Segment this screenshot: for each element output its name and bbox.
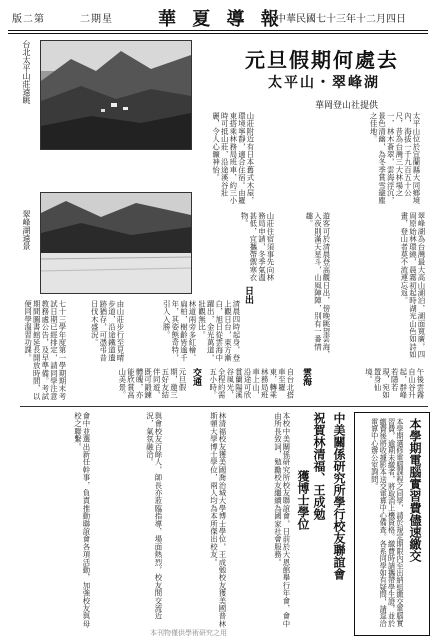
section-title-sunrise: 日出 [243,286,253,304]
article-column-5: 山莊住宿須事先向林務局申請，冬季氣溫甚低，宜攜帶禦寒衣物。 [240,212,275,282]
article-column-3: 翠峰湖為台灣最大高山湖泊，湖面寬廣，四周原始林環繞，晨霧初起時湖光山色如詩如畫，登山者莫不流連忘返。 [399,212,426,359]
center-subheadline-2: 獲博士學位 [296,470,310,530]
masthead-rule-bottom [8,33,428,34]
lake-landscape-image [41,193,191,293]
section-title-transport: 交通 [191,368,201,386]
masthead-rule-top [8,30,428,31]
photo-taipingshan [40,40,192,150]
article-column-6: 林道兩旁多紅檜、扁柏，樹齡皆逾千年，其姿態奇特，引人入勝。 [162,300,197,362]
masthead [8,4,428,30]
notice-body: 本學期選修電腦課程之同學，請於規定期限內至出納組繳交電腦實習費，逾期未繳者，將取消上機資格。繳費時請攜帶學生證，並於繳費後將收據影本送交電算中心備查。各系同學如有疑問，請逕洽電算中心辦公室詢問。 [370,418,405,627]
center-column-1: 本校中美關係研究所校友聯誼會，日前於大恩館舉行年會，會中由所長致詞，勉勵校友繼續為國家社會服務。 [273,412,291,628]
issue-label: 版二第 [12,14,45,25]
article-column-1: 太平山位於宜蘭縣大同鄉境內，海拔一千九百五十公尺，昔為台灣三大林場之一，林木蒼翠，雲海浮沉，景色清幽，為冬季賞雪避塵之佳地。 [369,112,421,205]
center-column-4: 會中並選出新任幹事，負責推動聯誼會各項活動，加強校友與母校之聯繫。 [73,412,91,628]
bottom-left-text: 七十三學年度第一學期期末考試日期已經排定，請同學注意教務處公告，及早準備。考試期間圖書館延長開放時間，以便同學溫習功課。 [23,300,67,401]
mountain-landscape-image [41,41,191,149]
section-text-transport: 自台北搭車至羅東，轉乘林務局班車上山，沿途可欣賞蘭陽溪谷風光，全程約需五小時。 [208,368,295,399]
article-byline: 華岡登山社提供 [315,101,379,111]
section-text-sunrise: 清晨四時起身，登上觀日台，東方漸白，旭日從雲海中躍出，金光萬道，壯觀無比。 [197,300,241,362]
article-subhead: 太平山・翠峰湖 [268,75,380,91]
article-column-7: 由山莊步行至見晴步道，沿途鐵道遺跡猶存，可憑弔昔日伐木盛況。 [90,300,125,362]
article-headline: 元旦假期何處去 [245,48,399,72]
notice-title: 本學期電腦實習費儘速繳交 [408,418,422,562]
weekday-label: 二期星 [80,14,113,25]
article-column-4: 遊客可於清晨登高觀日出，傍晚眺望雲海，入夜則滿天星斗，山風陣陣，別有一番情趣。 [304,212,331,359]
publication-date: 中華民國七十三年十二月四日 [276,14,406,25]
watermark: 本刊物僅供學術研究之用 [150,629,227,637]
center-headline: 中美關係研究所學行校友聯誼會 [332,412,346,580]
article-column-2: 山莊附近有日本舊式木屋，環境寧靜，適合住宿。由羅東搭乘林務局班車，約三小時可抵山莊，沿途溪谷壯麗，令人心曠神怡。 [211,112,255,205]
center-column-3: 與會校友百餘人，師長亦蒞臨指導，場面熱烈，校友間交流近況，氣氛融洽。 [145,412,163,620]
photo-caption-2: 翠峰湖遠景 [22,210,31,250]
photo-cuifeng-lake [40,192,192,294]
center-column-2: 林清福校友獲美國喬治城大學博士學位，王成勉校友獲美國普林斯頓大學博士學位，兩人均為本所傑出校友。 [209,412,227,628]
section-text-clouds: 午後雲霧自山谷升起，群峰若隱若現，宛如置身仙境。 [364,368,425,399]
section-divider [20,406,428,407]
center-subheadline: 祝賀林清福、王成勉 [312,412,326,520]
article-column-8: 元旦假期，邀三五好友結伴同遊，既可鍛鍊體魄，亦能欣賞高山美景。 [117,368,187,399]
section-title-clouds: 雲海 [301,368,311,386]
photo-caption-1: 台北太平山莊遠眺 [22,40,31,104]
newspaper-title: 華 夏 導 報 [158,9,284,30]
